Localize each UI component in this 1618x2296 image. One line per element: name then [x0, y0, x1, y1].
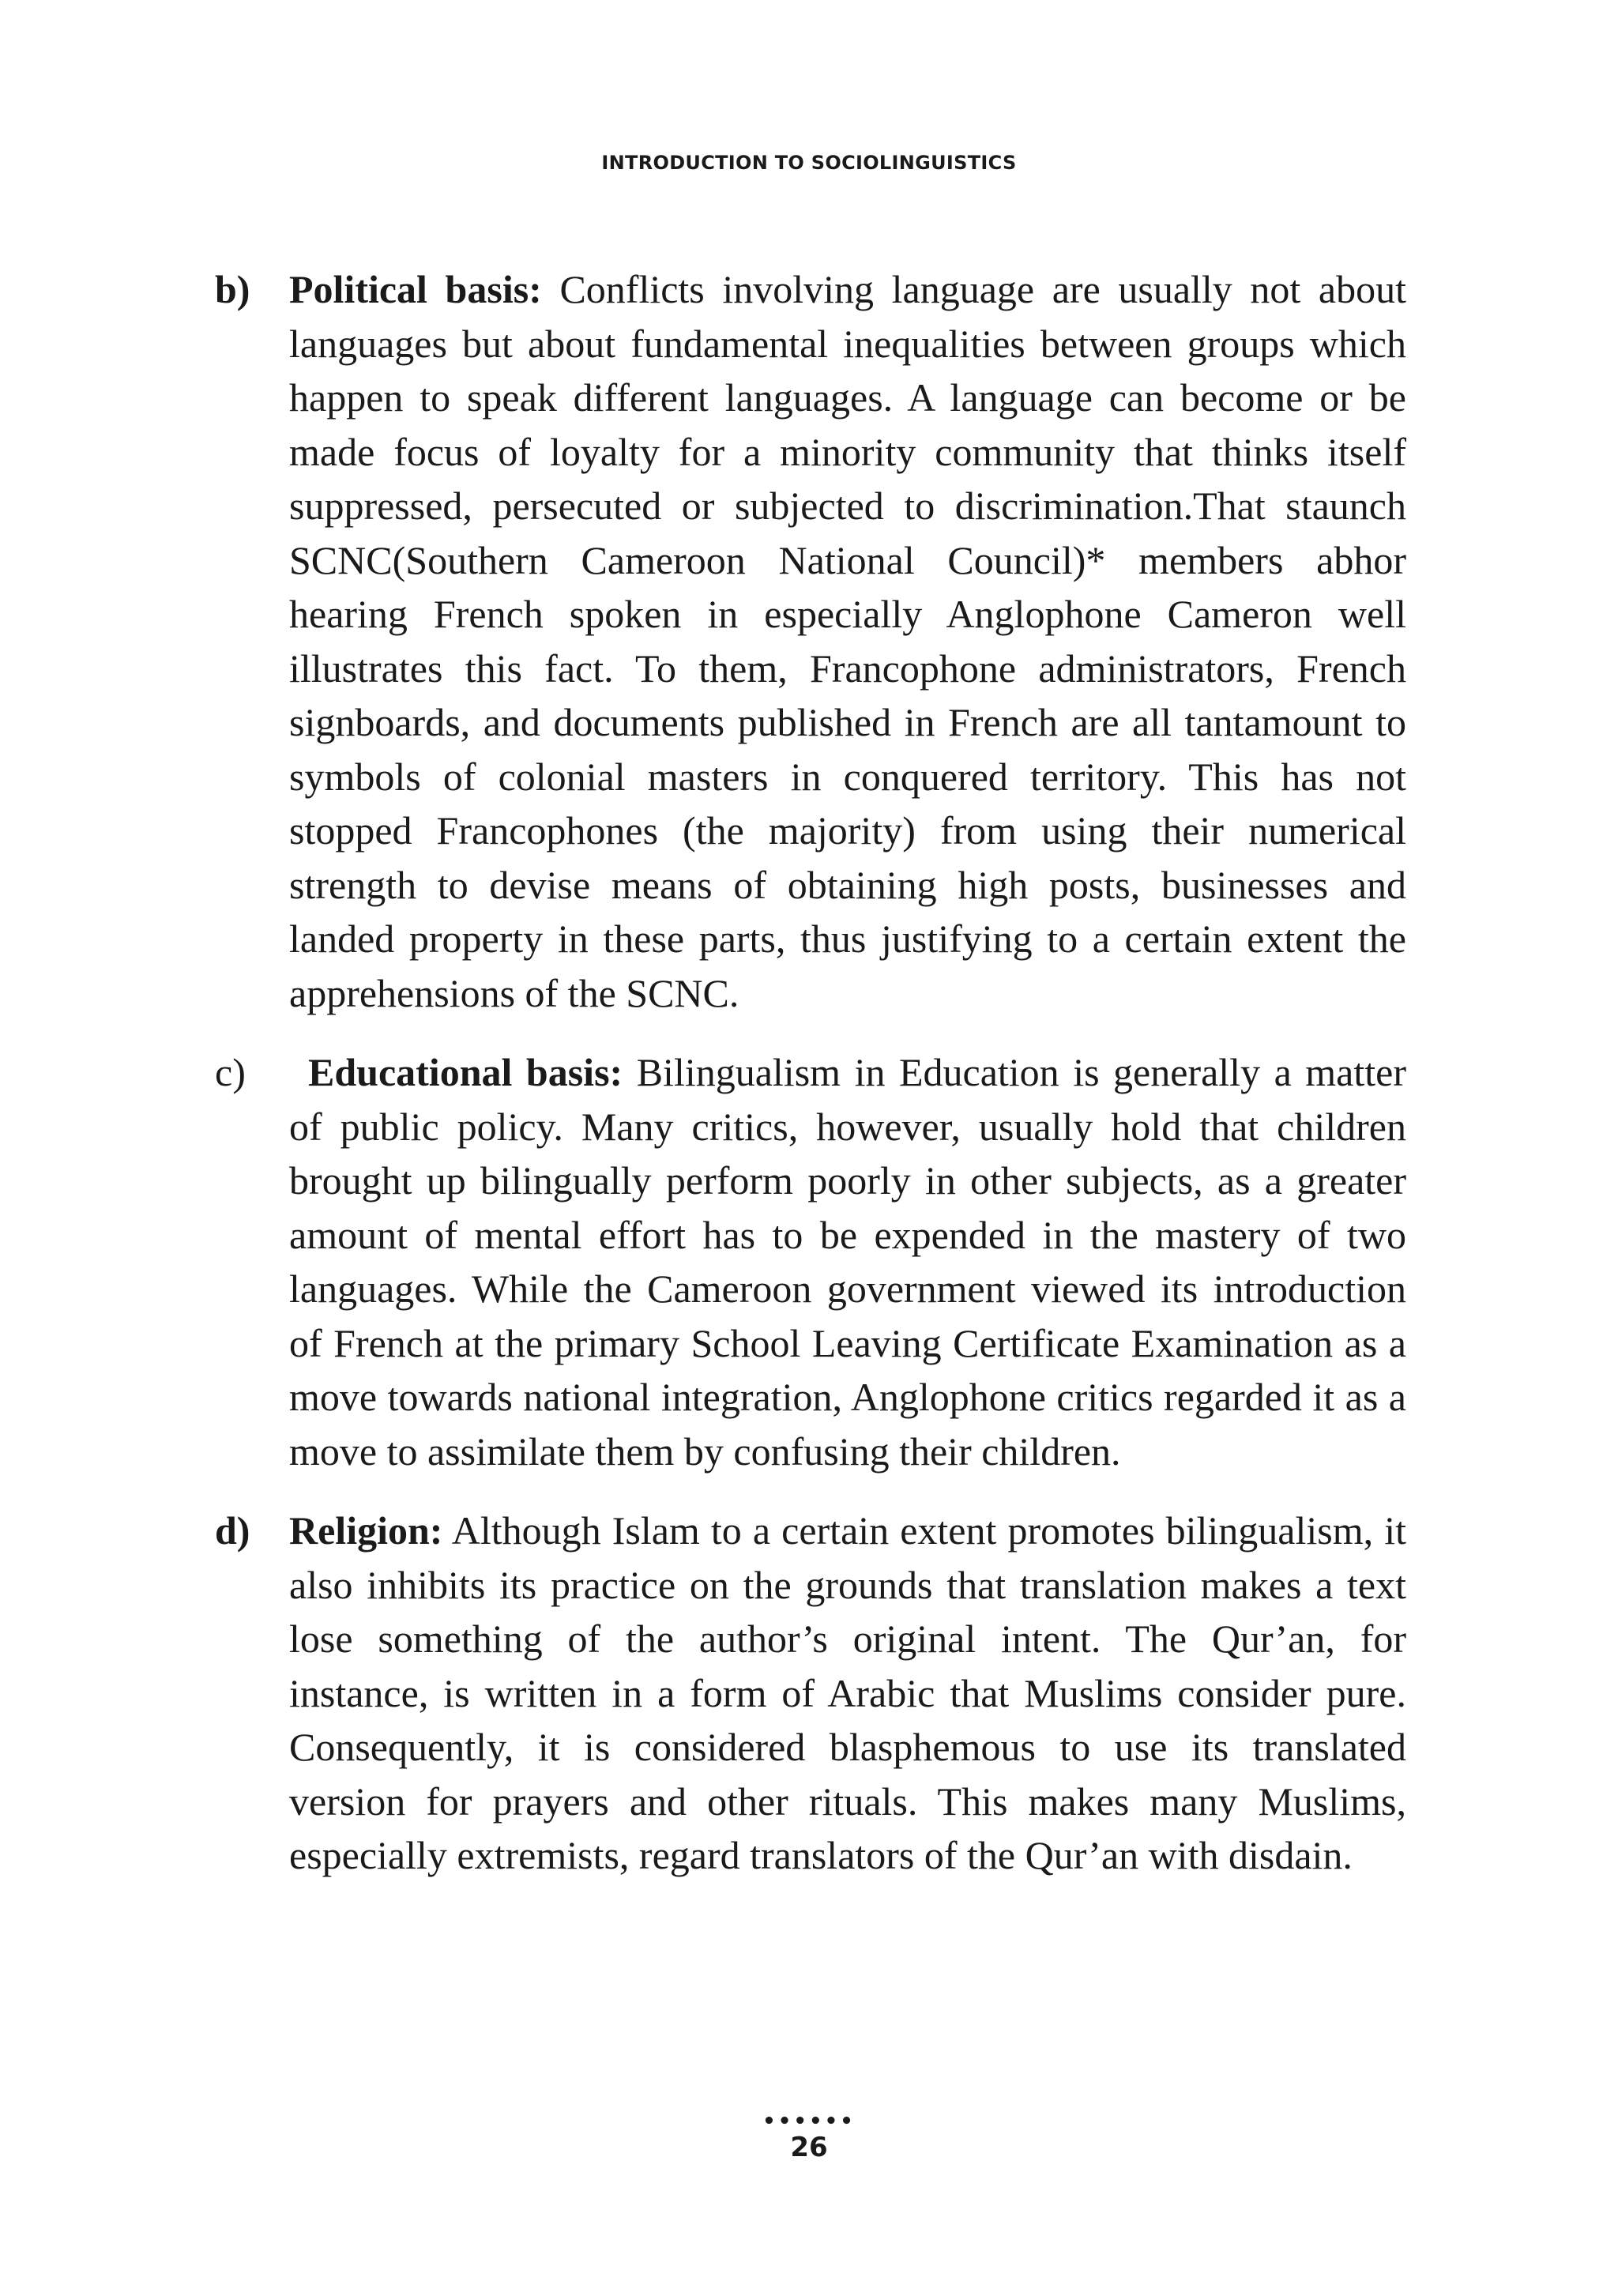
- section-text: Conflicts involving language are usually not about languages but about fundamental inequalities between groups which happen to speak different languages. A language can become or be made focus of loyalty for a minority community that thinks itself suppressed, persecuted or subjected to discrimination.That staunch SCNC(Southern Cameroon National Council)* members abhor hearing French spoken in especially Anglophone Cameron well illustrates this fact. To them, Francophone administrators, French signboards, and documents published in French are all tantamount to symbols of colonial masters in conquered territory. This has not stopped Francophones (the majority) from using their numerical strength to devise means of obtaining high posts, businesses and landed property in these parts, thus justifying to a certain extent the apprehensions of the SCNC.: [289, 267, 1406, 1015]
- section-religion: [215, 1504, 1406, 1883]
- section-body: [289, 1045, 1406, 1478]
- section-text: Bilingualism in Education is generally a matter of public policy. Many critics, however, usually hold that children brought up bilingually perform poorly in other subjects, as a greater amount of mental effort has to be expended in the mastery of two languages. While the Cameroon government viewed its introduction of French at the primary School Leaving Certificate Examination as a move towards national integration, Anglophone critics regarded it as a move to assimilate them by confusing their children.: [289, 1050, 1406, 1474]
- running-head: INTRODUCTION TO SOCIOLINGUISTICS: [601, 152, 1017, 174]
- page-body: [215, 262, 1406, 1908]
- section-text: Although Islam to a certain extent promotes bilingualism, it also inhibits its practice on the grounds that translation makes a text lose something of the author’s original intent. The Qur’an, for instance, is written in a form of Arabic that Muslims consider pure. Consequently, it is considered blasphemous to use its translated version for prayers and other rituals. This makes many Muslims, especially extremists, regard translators of the Qur’an with disdain.: [289, 1508, 1406, 1877]
- section-heading: Political basis:: [289, 267, 542, 311]
- list-marker: d): [215, 1508, 250, 1553]
- footer-ornament: ••••••: [762, 2110, 856, 2133]
- section-heading: Educational basis:: [308, 1050, 623, 1094]
- section-body: [289, 1504, 1406, 1883]
- section-heading: Religion:: [289, 1508, 443, 1553]
- section-educational-basis: [215, 1045, 1406, 1478]
- list-marker: b): [215, 267, 250, 311]
- page-number: 26: [790, 2132, 828, 2163]
- section-political-basis: [215, 262, 1406, 1020]
- section-body: [289, 262, 1406, 1020]
- list-marker: c): [215, 1050, 246, 1094]
